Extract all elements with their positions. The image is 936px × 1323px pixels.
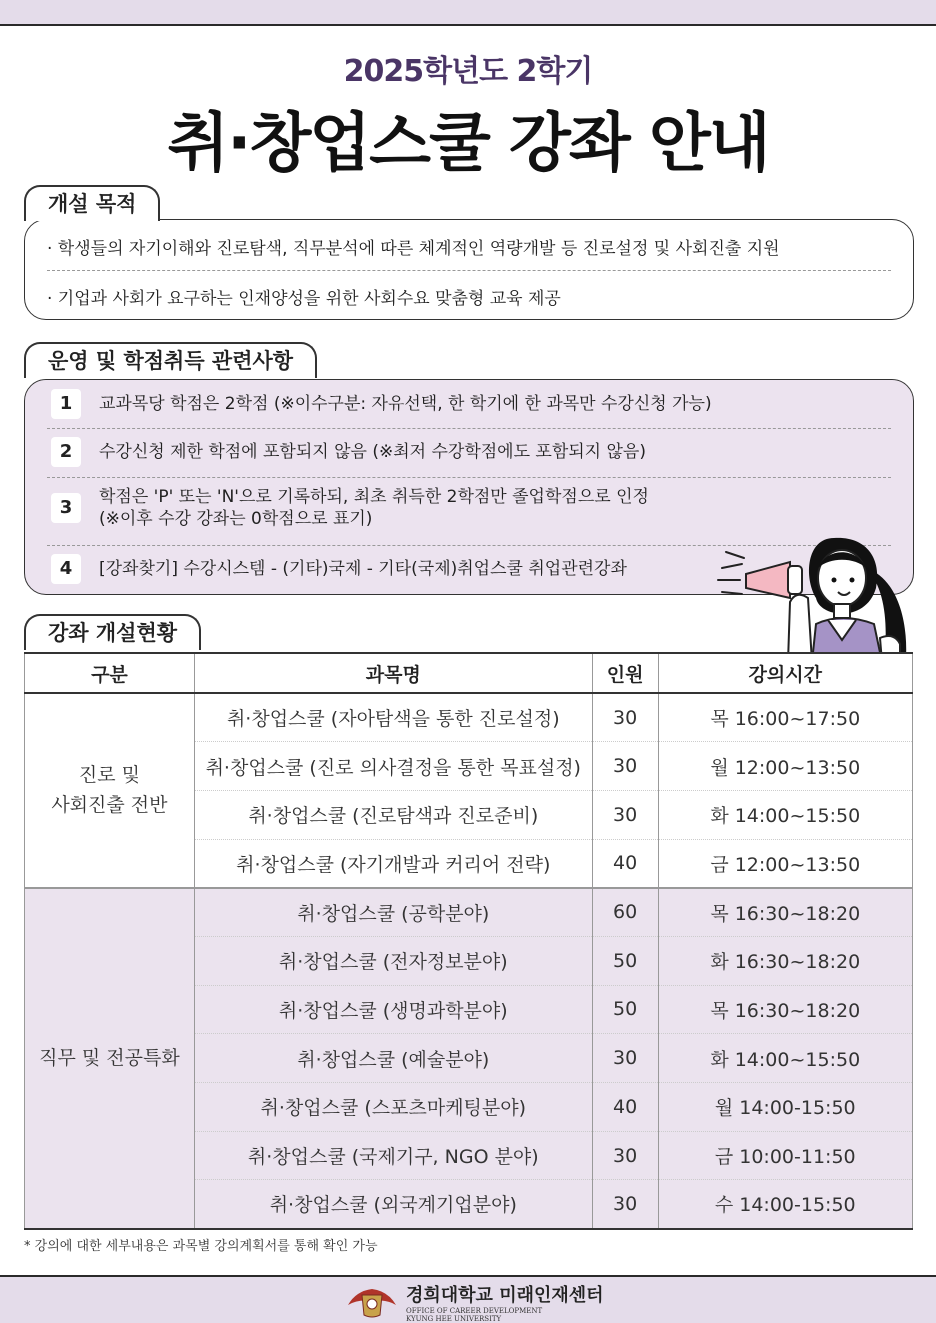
page-subtitle: 2025학년도 2학기 <box>343 54 593 89</box>
page-title: 취·창업스쿨 강좌 안내 <box>167 107 769 181</box>
course-name: 취·창업스쿨 (진로 의사결정을 통한 목표설정) <box>194 742 592 791</box>
course-name: 취·창업스쿨 (외국계기업분야) <box>194 1180 592 1229</box>
course-name: 취·창업스쿨 (자기개발과 커리어 전략) <box>194 839 592 888</box>
operation-text: 교과목당 학점은 2학점 (※이수구분: 자유선택, 한 학기에 한 과목만 수강신청 가능) <box>99 394 712 414</box>
course-count: 60 <box>592 888 658 937</box>
course-time: 화 16:30~18:20 <box>658 936 913 985</box>
item-number: 4 <box>51 554 81 584</box>
course-name: 취·창업스쿨 (진로탐색과 진로준비) <box>194 790 592 839</box>
course-name: 취·창업스쿨 (공학분야) <box>194 888 592 937</box>
courses-table <box>24 652 913 1230</box>
category-cell: 직무 및 전공특화 <box>25 888 195 1229</box>
course-name: 취·창업스쿨 (스포츠마케팅분야) <box>194 1083 592 1132</box>
purpose-item: · 학생들의 자기이해와 진로탐색, 직무분석에 따른 체계적인 역량개발 등 진로설정 및 사회진출 지원 <box>47 239 780 259</box>
course-name: 취·창업스쿨 (전자정보분야) <box>194 936 592 985</box>
divider <box>47 270 891 271</box>
course-time: 화 14:00~15:50 <box>658 790 913 839</box>
column-header: 인원 <box>592 653 658 693</box>
course-time: 목 16:30~18:20 <box>658 888 913 937</box>
course-count: 40 <box>592 1083 658 1132</box>
course-time: 화 14:00~15:50 <box>658 1034 913 1083</box>
operation-text: [강좌찾기] 수강시스템 - (기타)국제 - 기타(국제)취업스쿨 취업관련강좌 <box>99 559 627 579</box>
footer-logo <box>346 1281 604 1323</box>
purpose-heading: 개설 목적 <box>24 185 160 221</box>
category-label: 사회진출 전반 <box>51 794 168 817</box>
operation-text: 학점은 'P' 또는 'N'으로 기록하되, 최초 취득한 2학점만 졸업학점으로 인정 <box>99 487 649 507</box>
operation-item <box>51 389 889 419</box>
operation-text: 수강신청 제한 학점에 포함되지 않음 (※최저 수강학점에도 포함되지 않음) <box>99 442 646 462</box>
category-label: 진로 및 <box>78 764 140 787</box>
course-time: 금 10:00-11:50 <box>658 1131 913 1180</box>
course-count: 30 <box>592 742 658 791</box>
operation-item <box>51 486 889 530</box>
university-emblem-icon <box>346 1285 398 1319</box>
divider <box>47 477 891 478</box>
category-cell <box>25 693 195 888</box>
course-time: 금 12:00~13:50 <box>658 839 913 888</box>
course-name: 취·창업스쿨 (생명과학분야) <box>194 985 592 1034</box>
item-number: 2 <box>51 437 81 467</box>
course-count: 40 <box>592 839 658 888</box>
top-band <box>0 0 936 26</box>
course-time: 목 16:00~17:50 <box>658 693 913 742</box>
course-count: 30 <box>592 693 658 742</box>
purpose-item: · 기업과 사회가 요구하는 인재양성을 위한 사회수요 맞춤형 교육 제공 <box>47 289 561 309</box>
divider <box>47 428 891 429</box>
operation-heading: 운영 및 학점취득 관련사항 <box>24 342 317 378</box>
table-row <box>25 693 913 742</box>
column-header: 강의시간 <box>658 653 913 693</box>
course-count: 30 <box>592 1131 658 1180</box>
footer-org-eng: KYUNG HEE UNIVERSITY <box>406 1315 502 1323</box>
course-time: 수 14:00-15:50 <box>658 1180 913 1229</box>
item-number: 3 <box>51 493 81 523</box>
megaphone-icon <box>746 562 802 598</box>
course-count: 50 <box>592 985 658 1034</box>
course-count: 30 <box>592 1180 658 1229</box>
table-header-row <box>25 653 913 693</box>
course-count: 30 <box>592 790 658 839</box>
course-name: 취·창업스쿨 (국제기구, NGO 분야) <box>194 1131 592 1180</box>
course-time: 월 12:00~13:50 <box>658 742 913 791</box>
courses-heading: 강좌 개설현황 <box>24 614 201 650</box>
sound-lines-icon <box>718 552 744 594</box>
course-count: 50 <box>592 936 658 985</box>
item-number: 1 <box>51 389 81 419</box>
footer-org-name: 경희대학교 미래인재센터 <box>406 1285 604 1306</box>
footnote: * 강의에 대한 세부내용은 과목별 강의계획서를 통해 확인 가능 <box>24 1239 378 1254</box>
column-header: 과목명 <box>194 653 592 693</box>
operation-text-note: (※이후 수강 강좌는 0학점으로 표기) <box>99 509 373 529</box>
course-time: 월 14:00-15:50 <box>658 1083 913 1132</box>
course-time: 목 16:30~18:20 <box>658 985 913 1034</box>
course-name: 취·창업스쿨 (예술분야) <box>194 1034 592 1083</box>
course-count: 30 <box>592 1034 658 1083</box>
column-header: 구분 <box>25 653 195 693</box>
purpose-box <box>24 219 914 320</box>
course-name: 취·창업스쿨 (자아탐색을 통한 진로설정) <box>194 693 592 742</box>
operation-item <box>51 437 889 467</box>
girl-megaphone-illustration <box>716 528 916 662</box>
footer-org-eng: OFFICE OF CAREER DEVELOPMENT <box>406 1307 543 1315</box>
table-row <box>25 888 913 937</box>
